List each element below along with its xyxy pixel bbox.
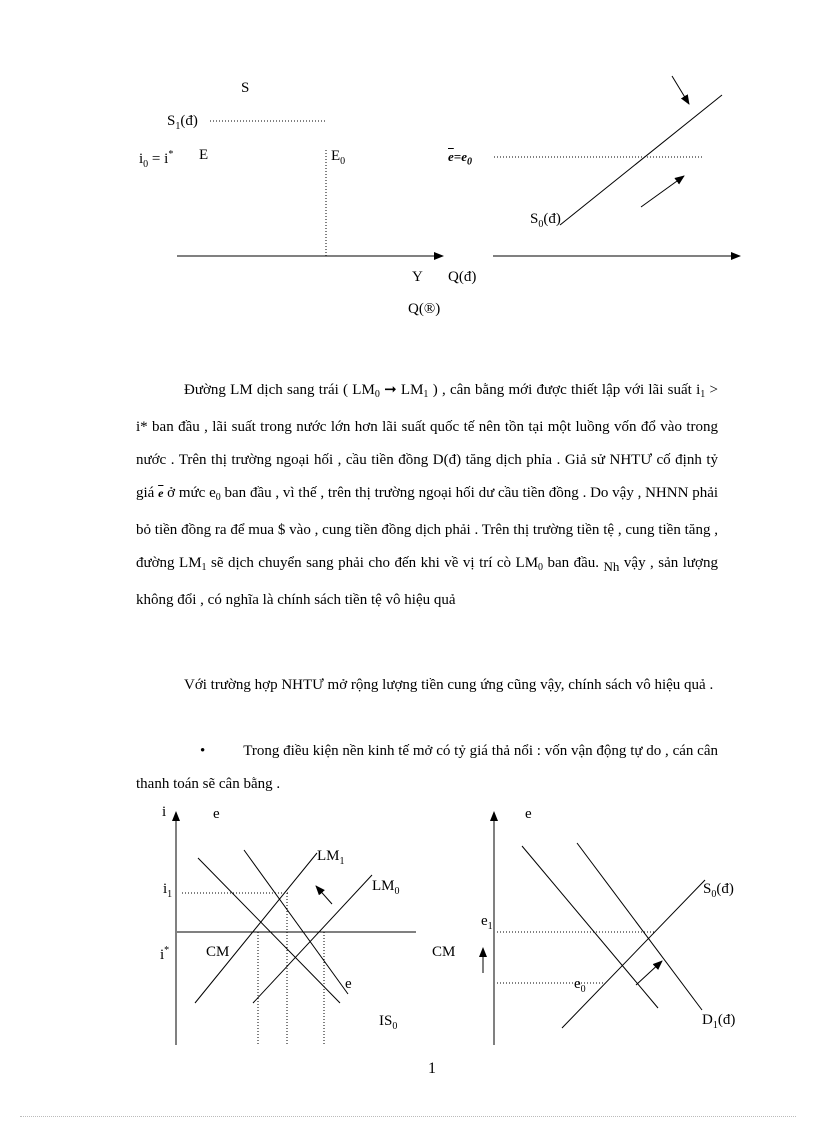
paragraph-3-bullet: • Trong điều kiện nền kinh tế mở có tỷ giá thả nổi : vốn vận động tự do , cán cân thanh toán sẽ cân bằng . [136, 743, 718, 792]
label-S1: $S_1(đ)$ [167, 113, 198, 132]
top-right-S0-curve [560, 95, 722, 225]
label-ebar-eq-e0: $\overline{e}=e_0$ [448, 149, 472, 168]
bottom-left-IS0-a [198, 858, 340, 1003]
label-Q-d: Q(đ) [448, 269, 477, 285]
label-D1: $D_1(đ)$ [702, 1012, 736, 1031]
label-i1: $i_1$ [163, 881, 173, 900]
label-i0: $i_0 = i^*$ [139, 149, 174, 170]
bottom-right-S0 [562, 880, 705, 1028]
page-bottom-divider [20, 1116, 796, 1117]
bullet-icon: • [200, 743, 206, 759]
label-E0: $E_0$ [331, 148, 346, 167]
axis-label-e-right: e [525, 806, 532, 822]
arrow-icon: ➞ [379, 382, 401, 398]
label-Q-r: Q(®) [408, 301, 441, 317]
page-number: 1 [428, 1060, 436, 1077]
label-e0: $e_0$ [574, 976, 586, 995]
label-CM-left: CM [206, 944, 230, 960]
label-e-left: e [345, 976, 352, 992]
bottom-right-D1 [577, 843, 702, 1010]
label-S0: $S_0(đ)$ [530, 211, 561, 230]
label-IS0: $IS_0$ [379, 1013, 398, 1032]
bottom-left-LM0 [253, 875, 372, 1003]
bottom-right-shift-arrow [636, 961, 662, 985]
label-Y: Y [412, 269, 423, 285]
paragraph-2: Với trường hợp NHTƯ mở rộng lượng tiền cung ứng cũng vậy, chính sách vô hiệu quả . [184, 677, 714, 693]
label-CM-right: CM [432, 944, 456, 960]
label-LM1: $LM_1$ [317, 848, 345, 867]
label-S0-bottom: $S_0(đ)$ [703, 881, 734, 900]
axis-label-i: i [162, 804, 167, 820]
label-S: S [241, 80, 250, 96]
axis-label-e-left: e [213, 806, 220, 822]
paragraph-1: Đường LM dịch sang trái ( $LM_0$ ➞ $LM_1$ ) , cân bằng mới được thiết lập với lãi suất $i_1 > i*$ ban đầu , lãi suất trong nước lớn hơn lãi suất quốc tế nên tồn tại một luồng vốn đổ vào trong nước . Trên thị trường ngoại hối , cầu tiền đồng D(đ) tăng dịch phỉa . Giả sử NHTƯ cố định tỷ giá $\overline{e}$ ở mức $e_0$ ban đầu , vì thế , trên thị trường ngoại hối dư cầu tiền đồng . Do vậy , NHNN phải bỏ tiền đồng ra để mua $ vào , cung tiền đồng dịch phải . Trên thị trường tiền tệ , cung tiền tăng , đường $LM_1$ sẽ dịch chuyển sang phải cho đến khi về vị trí cò $LM_0$ ban đầu. Nh vậy , sản lượng không đổi , có nghĩa là chính sách tiền tệ vô hiệu quả [136, 382, 719, 608]
top-right-arrow-up [641, 176, 684, 207]
bottom-left-shift-arrow [316, 886, 332, 904]
top-right-arrow-down [672, 76, 689, 104]
bottom-left-IS0-b [244, 850, 348, 994]
label-LM0: $LM_0$ [372, 878, 400, 897]
label-istar: i* [160, 945, 170, 963]
label-E: E [199, 147, 209, 163]
label-e1: $e_1$ [481, 913, 493, 932]
bottom-left-LM1 [195, 853, 317, 1003]
